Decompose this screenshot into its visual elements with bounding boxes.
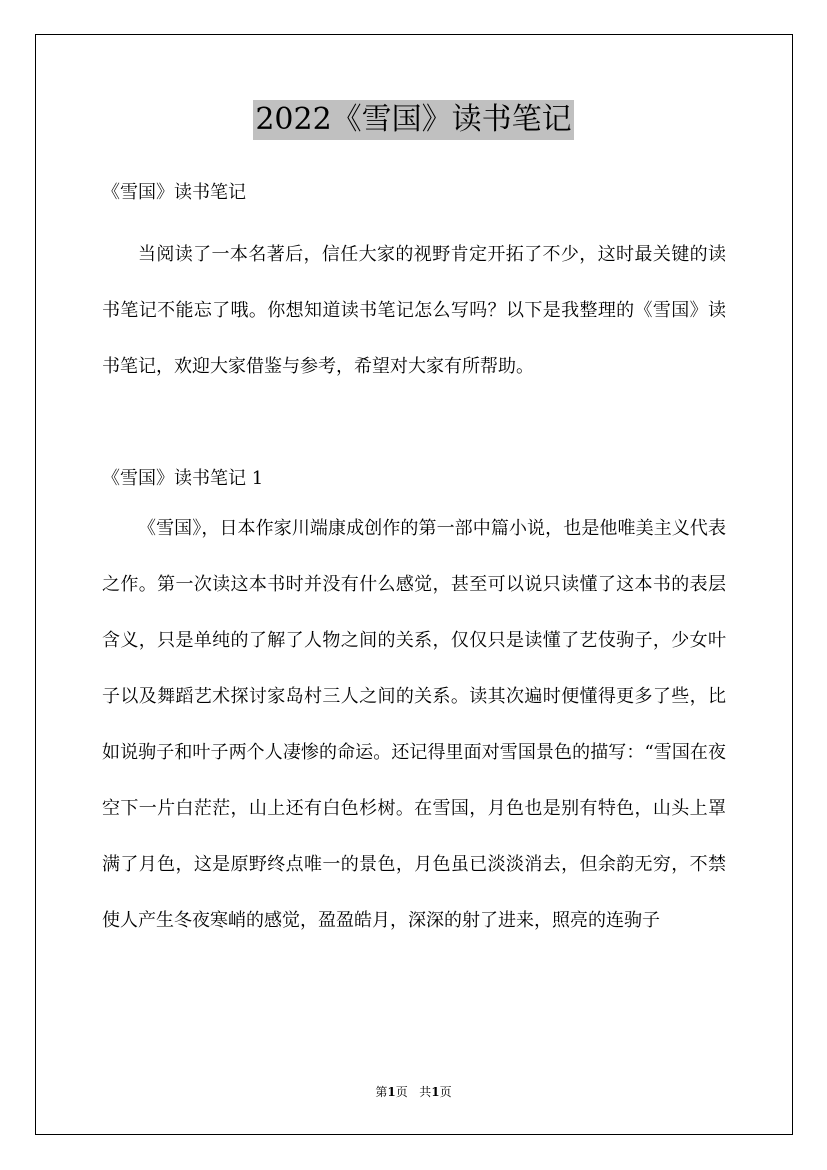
section-1-paragraph: 《雪国》，日本作家川端康成创作的第一部中篇小说，也是他唯美主义代表之作。第一次读这本书时并没有什么感觉，甚至可以说只读懂了这本书的表层含义，只是单纯的了解了人物之间的关系，仅仅只是读懂了艺伎驹子，少女叶子以及舞蹈艺术探讨家岛村三人之间的关系。读其次遍时便懂得更多了些，比如说驹子和叶子两个人凄惨的命运。还记得里面对雪国景色的描写：“雪国在夜空下一片白茫茫，山上还有白色杉树。在雪国，月色也是别有特色，山头上罩满了月色，这是原野终点唯一的景色，月色虽已淡淡消去，但余韵无穷，不禁使人产生冬夜寒峭的感觉，盈盈皓月，深深的射了进来，照亮的连驹子	[102, 518, 726, 931]
page-footer	[0, 1083, 827, 1101]
footer-page-suffix: 页	[395, 1085, 408, 1099]
footer-page-number: 1	[387, 1085, 396, 1099]
intro-paragraph: 当阅读了一本名著后，信任大家的视野肯定开拓了不少，这时最关键的读书笔记不能忘了哦。你想知道读书笔记怎么写吗？以下是我整理的《雪国》读书笔记，欢迎大家借鉴与参考，希望对大家有所帮助。	[102, 244, 726, 377]
document-title: 2022《雪国》读书笔记	[253, 100, 573, 140]
section-heading-intro: 《雪国》读书笔记	[102, 182, 246, 203]
section-heading-1: 《雪国》读书笔记 1	[102, 468, 264, 489]
footer-total-number: 1	[431, 1085, 440, 1099]
title-container	[0, 100, 827, 140]
section-spacer	[102, 395, 726, 461]
footer-page-prefix: 第	[375, 1085, 388, 1099]
footer-total-suffix: 页	[439, 1085, 452, 1099]
footer-total-prefix: 共	[419, 1085, 432, 1099]
document-body	[102, 175, 726, 949]
